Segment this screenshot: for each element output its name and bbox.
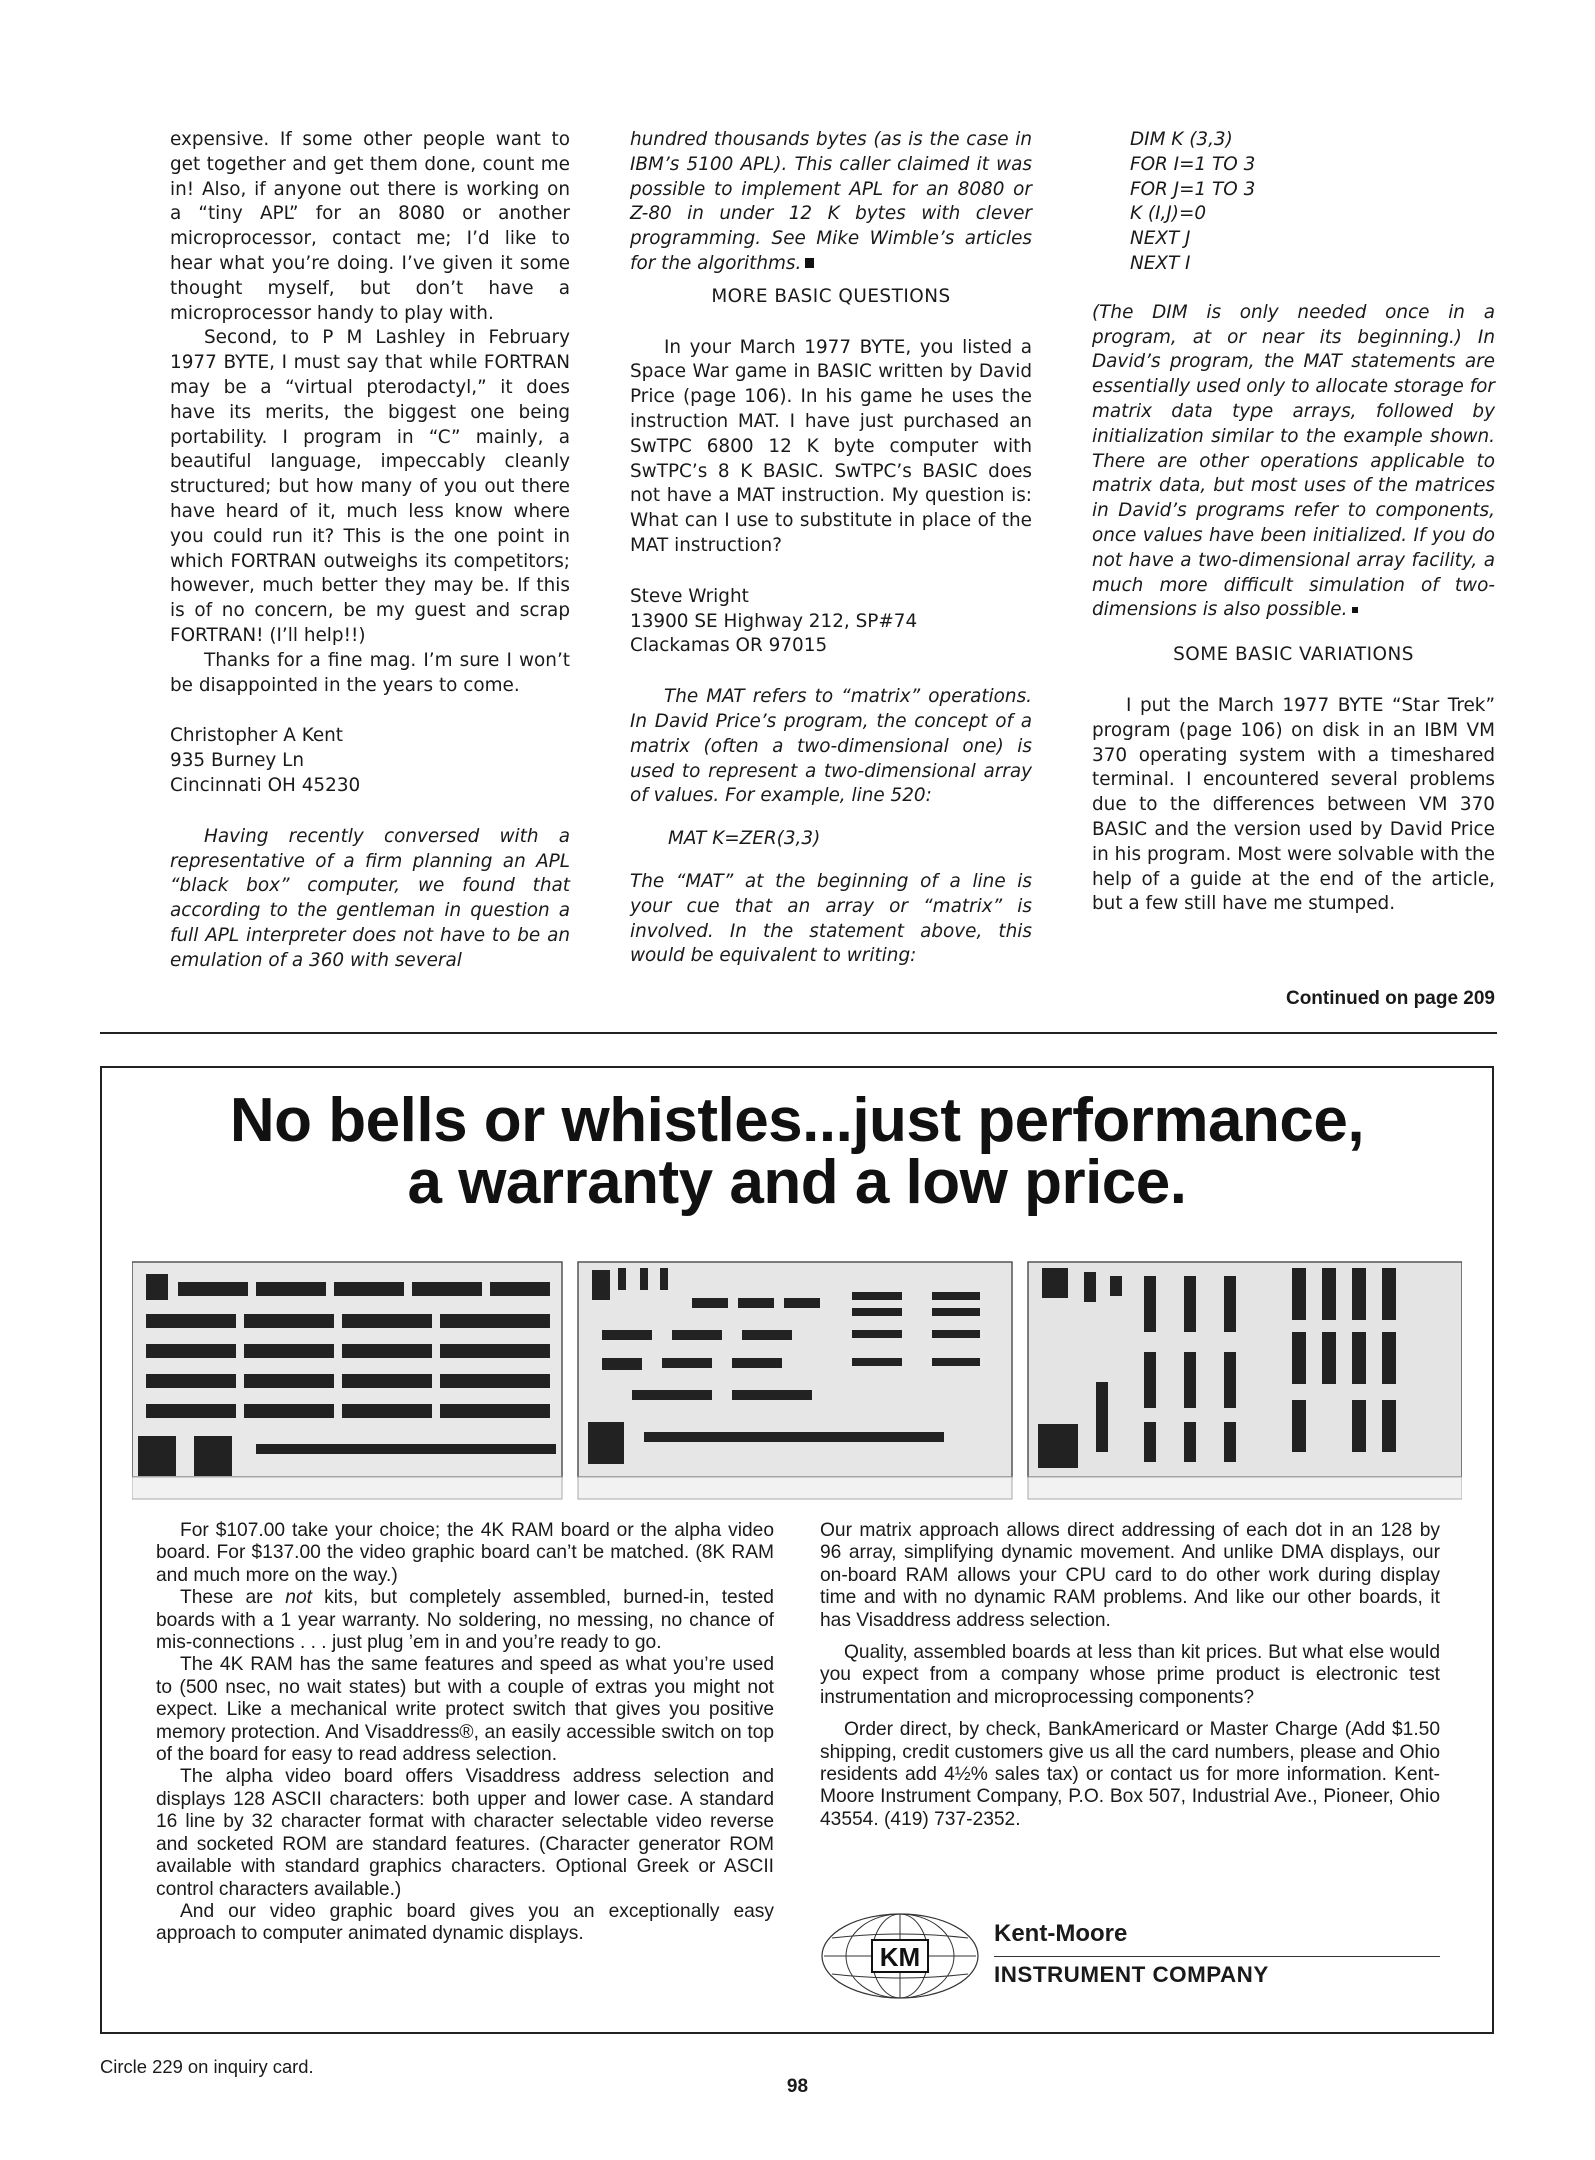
continued-note: Continued on page 209 <box>1285 988 1495 1009</box>
signature-city-2: Clackamas OR 97015 <box>630 635 828 657</box>
letter-steve-wright: In your March 1977 BYTE, you listed a Space War game in BASIC written by David Price (page 106). In his game he uses the instruction MAT. I have just purchased an SwTPC 6800 12 K byte computer with SwTPC’s 8 K BASIC. SwTPC’s BASIC does not have a MAT instruction. My question is: What can I use to substitute in place of the MAT instruction? <box>630 336 1032 556</box>
signature-name-2: Steve Wright <box>630 585 749 607</box>
column-2 <box>630 128 1032 969</box>
page-number: 98 <box>786 2076 809 2097</box>
col1-paragraph-2: Second, to P M Lashley in February 1977 BYTE, I must say that while FORTRAN may be a “virtual pterodactyl,” it does have its merits, the biggest one being portability. I program in “C” mainly, a beautiful language, impeccably cleanly structured; but how many of you out there have heard of it, much less know where you could run it? This is the one point in which FORTRAN outweighs its competitors; however, much better they may be. If this is of no concern, be my guest and scrap FORTRAN! (I’ll help!!) <box>170 327 570 646</box>
editor-reply-4: (The DIM is only needed once in a program, at or near its beginning.) In David’s program, the MAT statements are essentially used only to allocate storage for matrix data type arrays, followed by initialization similar to the example shown. There are other operations applicable to matrix data, but most uses of the matrices in David’s programs refer to components, once values have been initialized. If you do not have a two-dimensional array facility, a much more difficult simulation of two-dimensions is also possible. <box>1092 301 1495 621</box>
circle-inquiry-note: Circle 229 on inquiry card. <box>100 2056 314 2077</box>
ad-headline-line-1: No bells or whistles...just performance, <box>229 1086 1365 1155</box>
signature-street-2: 13900 SE Highway 212, SP#74 <box>630 610 918 632</box>
signature-name-1: Christopher A Kent <box>170 725 344 747</box>
video-graphic-board-image <box>1028 1262 1462 1499</box>
ad-right-paragraph-3: Order direct, by check, BankAmericard or Master Charge (Add $1.50 shipping, credit customers give us all the card numbers, please and Ohio residents add 4½% sales tax) or contact us for more information. Kent-Moore Instrument Company, P.O. Box 507, Industrial Ave., Pioneer, Ohio 43554. (419) 737-2352. <box>820 1719 1440 1830</box>
ad-left-paragraph-1: For $107.00 take your choice; the 4K RAM board or the alpha video board. For $137.00 the video graphic board can’t be matched. (8K RAM and much more on the way.) <box>156 1520 774 1586</box>
ad-left-paragraph-2-emphasis: not <box>285 1587 312 1609</box>
ad-right-paragraph-2: Quality, assembled boards at less than kit prices. But what else would you expect from a company whose prime product is electronic test instrumentation and microprocessing components? <box>820 1642 1440 1708</box>
globe-logo-icon <box>814 1910 984 2002</box>
kent-moore-logo <box>814 1910 1454 2002</box>
alpha-video-board-image <box>578 1262 1012 1499</box>
letter-basic-variations: I put the March 1977 BYTE “Star Trek” program (page 106) on disk in an IBM VM 370 operating system with a timeshared terminal. I encountered several problems due to the differences between VM 370 BASIC and the version used by David Price in his program. Most were solvable with the help of a guide at the end of the article, but a few still have me stumped. <box>1092 694 1495 915</box>
circuit-boards-photo <box>132 1252 1462 1552</box>
column-3 <box>1092 128 1495 917</box>
column-1 <box>170 128 570 974</box>
heading-some-basic-variations: SOME BASIC VARIATIONS <box>1173 644 1414 666</box>
end-mark-icon <box>805 258 814 268</box>
ad-right-paragraph-1: Our matrix approach allows direct addressing of each dot in an 128 by 96 array, simplifying dynamic movement. And unlike DMA displays, our on-board RAM allows your CPU card to do other work during display time and with no dynamic RAM problems. And like our other boards, it has Visaddress address selection. <box>820 1520 1440 1631</box>
signature-city-1: Cincinnati OH 45230 <box>170 774 361 796</box>
code-mat-statement: MAT K=ZER(3,3) <box>668 828 821 850</box>
signature-street-1: 935 Burney Ln <box>170 750 305 772</box>
ad-headline-line-2: a warranty and a low price. <box>407 1148 1187 1217</box>
ram-board-image <box>132 1262 562 1499</box>
ad-right-column <box>820 1520 1440 1831</box>
code-line: K (I,J)=0 <box>1130 203 1207 225</box>
logo-divider <box>994 1956 1440 1957</box>
col1-paragraph-3: Thanks for a fine mag. I’m sure I won’t be disappointed in the years to come. <box>170 649 570 696</box>
editor-reply-1: Having recently conversed with a representative of a firm planning an APL “black box” computer, we found that according to the gentleman in question a full APL interpreter does not have to be an emulation of a 360 with several <box>170 825 570 971</box>
ad-headline <box>102 1086 1492 1217</box>
ad-left-column <box>156 1520 774 1946</box>
code-line: FOR J=1 TO 3 <box>1130 178 1256 200</box>
divider-rule <box>100 1032 1497 1034</box>
logo-letters: KM <box>879 1942 921 1972</box>
ad-left-paragraph-3: The 4K RAM has the same features and speed as what you’re used to (500 nsec, no wait states) but with a couple of extras you might not expect. Like a mechanical write protect switch that gives you positive memory protection. And Visaddress®, an easily accessible switch on top of the board for easy to read address selection. <box>156 1654 774 1766</box>
heading-more-basic-questions: MORE BASIC QUESTIONS <box>711 285 951 307</box>
code-line: FOR I=1 TO 3 <box>1130 153 1256 175</box>
ad-left-paragraph-2-start: These are <box>180 1587 286 1609</box>
kent-moore-advertisement <box>100 1066 1494 2034</box>
ad-left-paragraph-2-end: kits, but completely assembled, burned-in, tested boards with a 1 year warranty. No soldering, no messing, no chance of mis-connections . . . just plug ’em in and you’re ready to go. <box>156 1587 774 1654</box>
code-line: DIM K (3,3) <box>1130 129 1233 150</box>
col1-paragraph-1: expensive. If some other people want to get together and get them done, count me in! Also, if anyone out there is working on a “tiny APL” for an 8080 or another microprocessor, contact me; I’d like to hear what you’re doing. I’ve given it some thought myself, but don’t have a microprocessor handy to play with. <box>170 129 570 324</box>
ad-left-paragraph-4: The alpha video board offers Visaddress address selection and displays 128 ASCII characters: both upper and lower case. A standard 16 line by 32 character format with character selectable video reverse and socketed ROM are standard features. (Character generator ROM available with standard graphics characters. Optional Greek or ASCII control characters available.) <box>156 1766 774 1900</box>
code-listing <box>1092 128 1495 277</box>
editor-reply-2: The MAT refers to “matrix” operations. In David Price’s program, the concept of a matrix (often a two-dimensional one) is used to represent a two-dimensional array of values. For example, line 520: <box>630 686 1032 807</box>
editor-reply-3: The “MAT” at the beginning of a line is your cue that an array or “matrix” is involved. In the statement above, this would be equivalent to writing: <box>630 870 1032 967</box>
code-line: NEXT J <box>1130 228 1191 250</box>
logo-subtitle: INSTRUMENT COMPANY <box>994 1962 1269 1987</box>
logo-brand: Kent-Moore <box>994 1920 1128 1947</box>
code-line: NEXT I <box>1130 252 1191 274</box>
editor-reply-continued: hundred thousands bytes (as is the case in IBM’s 5100 APL). This caller claimed it was possible to implement APL for an 8080 or Z-80 in under 12 K bytes with clever programming. See Mike Wimble’s articles for the algorithms. <box>630 129 1032 274</box>
end-mark-icon <box>1352 607 1358 613</box>
ad-left-paragraph-5: And our video graphic board gives you an exceptionally easy approach to computer animated dynamic displays. <box>156 1900 774 1945</box>
